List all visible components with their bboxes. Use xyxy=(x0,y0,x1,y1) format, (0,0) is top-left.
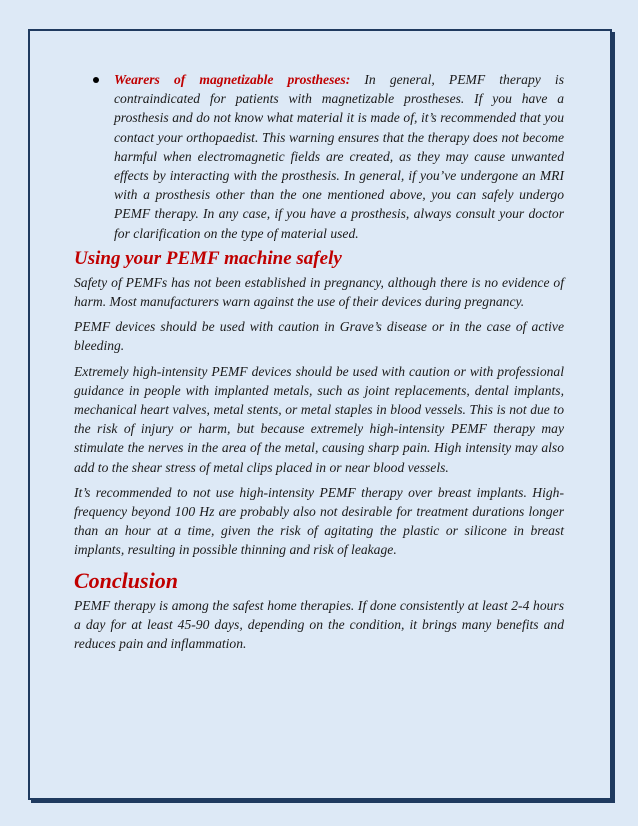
section-heading-safety: Using your PEMF machine safely xyxy=(74,247,342,269)
bullet-text: In general, PEMF therapy is contraindicated for patients with magnetizable prostheses. If you have a prosthesis and do not know what material it is made of, it’s recommended that you contact your orthopaedist. This warning ensures that the therapy does not become harmful when electromagnetic fields are created, as they may cause unwanted effects by interacting with the prosthesis. In general, if you’ve undergone an MRI with a prosthesis other than the one mentioned above, you can safely undergo PEMF therapy. In any case, if you have a prosthesis, always consult your doctor for clarification on the type of material used. xyxy=(114,72,564,241)
paragraph-conclusion: PEMF therapy is among the safest home therapies. If done consistently at least 2-4 hours a day for at least 45-90 days, depending on the condition, it brings many benefits and reduces pain and inflammation. xyxy=(74,597,564,652)
paragraph-implanted-metals: Extremely high-intensity PEMF devices should be used with caution or with professional guidance in people with implanted metals, such as joint replacements, dental implants, mechanical heart valves, metal stents, or metal staples in blood vessels. This is not due to the risk of injury or harm, but because extremely high-intensity PEMF therapy may stimulate the nerves in the area of the metal, causing sharp pain. High intensity may also add to the shear stress of metal clips placed in or near blood vessels. xyxy=(74,363,564,475)
section-heading-conclusion: Conclusion xyxy=(74,567,178,593)
paragraph-pregnancy: Safety of PEMFs has not been established in pregnancy, although there is no evidence of harm. Most manufacturers warn against the use of their devices during pregnancy. xyxy=(74,274,564,310)
bullet-lead: Wearers of magnetizable prostheses: xyxy=(114,72,351,87)
paragraph-graves: PEMF devices should be used with caution in Grave’s disease or in the case of active bleeding. xyxy=(74,319,564,354)
bullet-icon xyxy=(93,77,99,83)
document-body xyxy=(74,70,564,659)
paragraph-breast-implants: It’s recommended to not use high-intensity PEMF therapy over breast implants. High-frequency beyond 100 Hz are probably also not desirable for treatment durations longer than an hour at a time, given the risk of agitating the plastic or silicone in breast implants, resulting in possible thinning and risk of leakage. xyxy=(74,484,564,558)
bullet-list-item xyxy=(74,70,564,243)
